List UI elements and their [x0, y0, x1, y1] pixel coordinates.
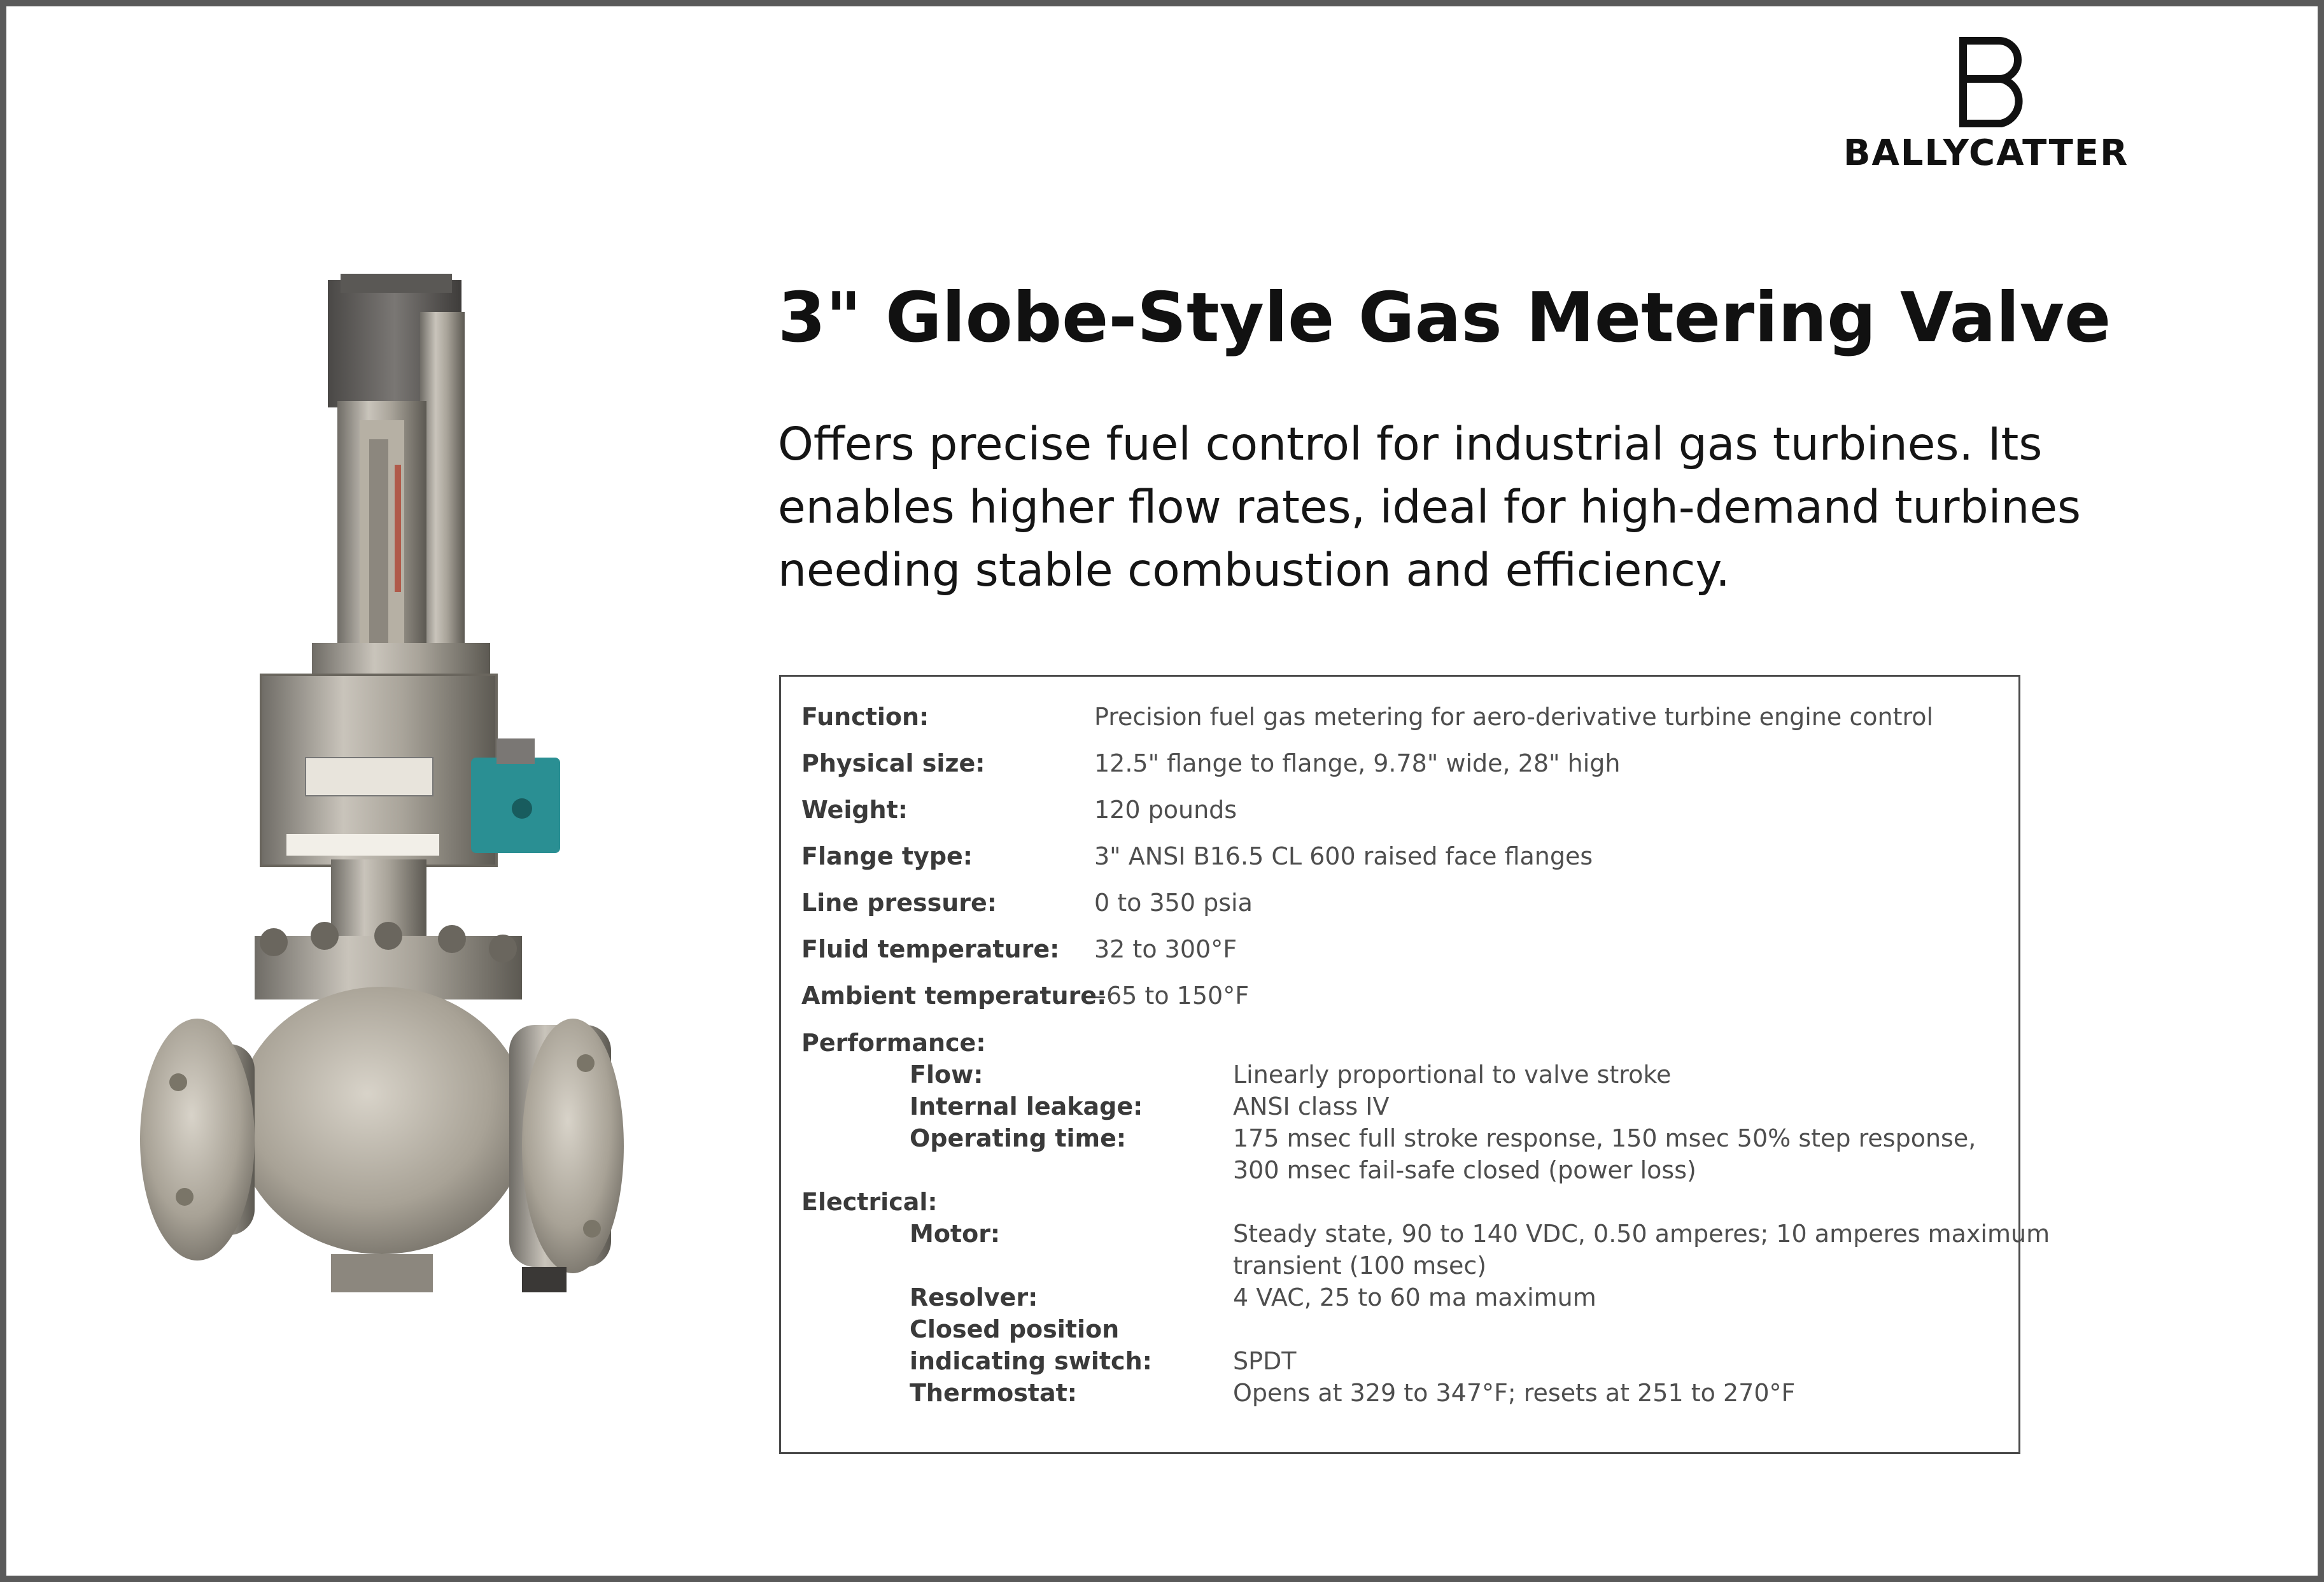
spec-value: 175 msec full stroke response, 150 msec 50% step response,	[1233, 1124, 1976, 1152]
spec-label: Internal leakage:	[910, 1092, 1143, 1120]
spec-label: Physical size:	[801, 749, 985, 777]
spec-label: Weight:	[801, 796, 908, 824]
gas-metering-valve-photo	[140, 274, 624, 1318]
spec-value: transient (100 msec)	[1233, 1252, 1487, 1280]
spec-label: Line pressure:	[801, 889, 997, 917]
spec-label: Flow:	[910, 1061, 983, 1089]
spec-label: Resolver:	[910, 1283, 1038, 1311]
page-title: 3" Globe-Style Gas Metering Valve	[778, 278, 2111, 358]
spec-value: –65 to 150°F	[1094, 982, 1250, 1010]
spec-value: 300 msec fail-safe closed (power loss)	[1233, 1156, 1696, 1184]
spec-label: Fluid temperature:	[801, 935, 1060, 963]
ballycatter-b-icon	[1954, 37, 2031, 127]
spec-value: 12.5" flange to flange, 9.78" wide, 28" high	[1094, 749, 1621, 777]
spec-value: 4 VAC, 25 to 60 ma maximum	[1233, 1283, 1596, 1311]
spec-value: ANSI class IV	[1233, 1092, 1390, 1120]
spec-value: 0 to 350 psia	[1094, 889, 1253, 917]
spec-label: Closed position	[910, 1315, 1120, 1343]
product-description: Offers precise fuel control for industrial gas turbines. Its enables higher flow rates, ideal for high-demand turbines needing stable combustion and efficiency.	[778, 418, 2081, 597]
spec-value: Opens at 329 to 347°F; resets at 251 to 270°F	[1233, 1379, 1796, 1407]
spec-label: Thermostat:	[910, 1379, 1077, 1407]
spec-label: Operating time:	[910, 1124, 1127, 1152]
spec-value: 3" ANSI B16.5 CL 600 raised face flanges	[1094, 842, 1593, 870]
spec-label: Flange type:	[801, 842, 973, 870]
spec-value: 32 to 300°F	[1094, 935, 1237, 963]
spec-label: Function:	[801, 703, 929, 731]
brand-logo	[1820, 37, 2151, 174]
section-label: Electrical:	[801, 1188, 938, 1216]
brand-name: BALLYCATTER	[1843, 132, 2129, 174]
spec-value: Precision fuel gas metering for aero-derivative turbine engine control	[1094, 703, 1934, 731]
section-label: Performance:	[801, 1029, 986, 1057]
spec-label: Motor:	[910, 1220, 1001, 1248]
spec-value: SPDT	[1233, 1347, 1297, 1375]
spec-table	[779, 675, 2050, 1454]
spec-label: Ambient temperature:	[801, 982, 1107, 1010]
spec-value: Linearly proportional to valve stroke	[1233, 1061, 1672, 1089]
spec-value: Steady state, 90 to 140 VDC, 0.50 amperes; 10 amperes maximum	[1233, 1220, 2050, 1248]
spec-label: indicating switch:	[910, 1347, 1152, 1375]
spec-value: 120 pounds	[1094, 796, 1237, 824]
